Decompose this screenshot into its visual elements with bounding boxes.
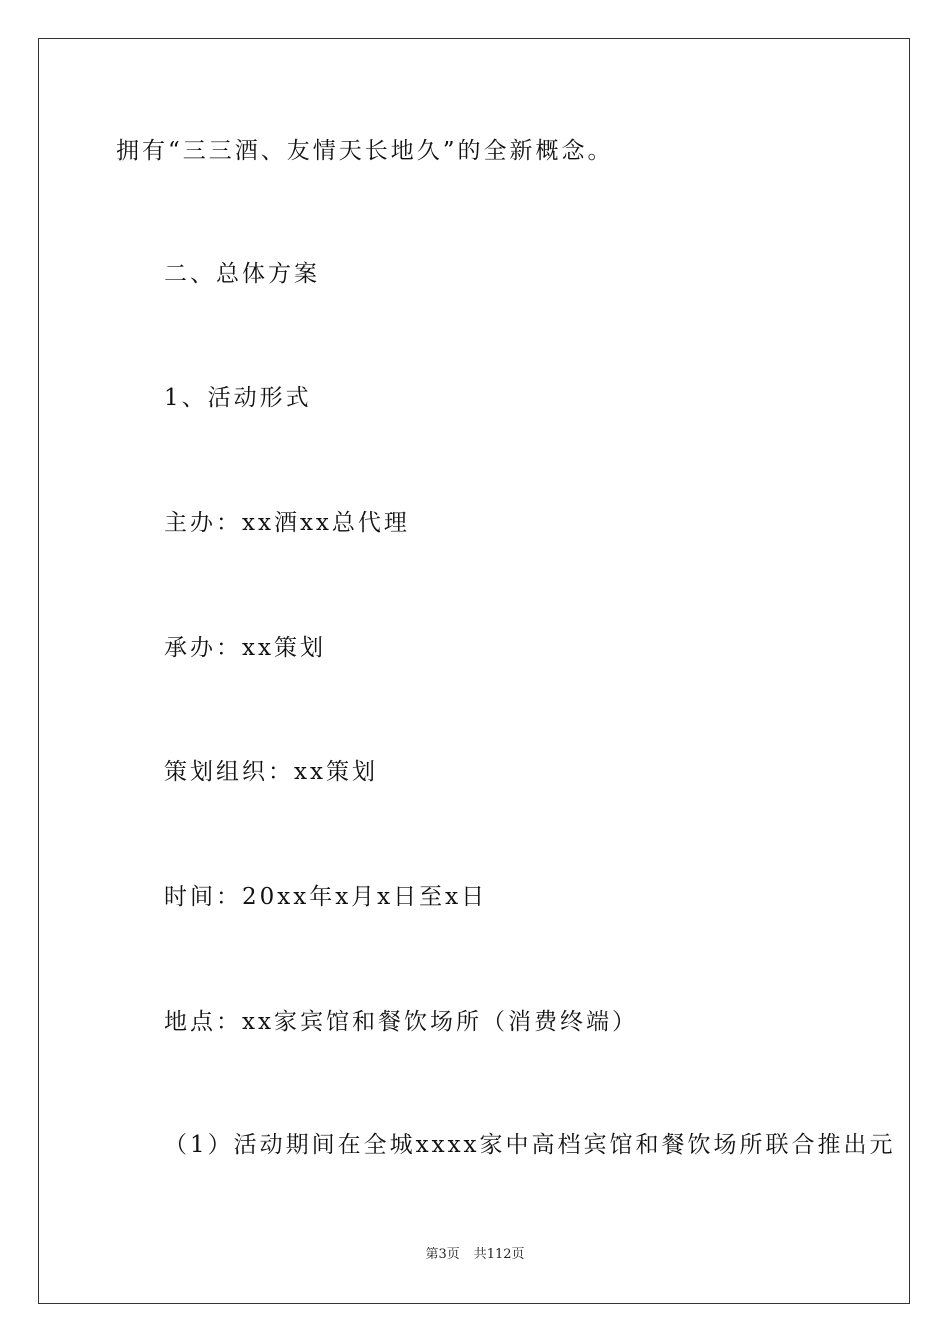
organizer-line: 主办：xx酒xx总代理	[164, 510, 410, 536]
planning-organization-line: 策划组织：xx策划	[164, 759, 378, 785]
page-number: 第3页	[425, 1247, 460, 1262]
undertaker-line: 承办：xx策划	[164, 635, 326, 661]
time-line: 时间：20xx年x月x日至x日	[164, 884, 488, 910]
subheading-activity-form: 1、活动形式	[164, 385, 312, 411]
activity-item-1-line: （1）活动期间在全城xxxx家中高档宾馆和餐饮场所联合推出元	[164, 1132, 896, 1158]
page-border	[38, 38, 910, 1304]
location-line: 地点：xx家宾馆和餐饮场所（消费终端）	[164, 1009, 638, 1035]
page-footer	[0, 1246, 950, 1264]
section-heading-overall-plan: 二、总体方案	[164, 261, 320, 287]
total-pages: 共112页	[473, 1247, 525, 1262]
body-line-continuation: 拥有“三三酒、友情天长地久”的全新概念。	[116, 138, 614, 164]
